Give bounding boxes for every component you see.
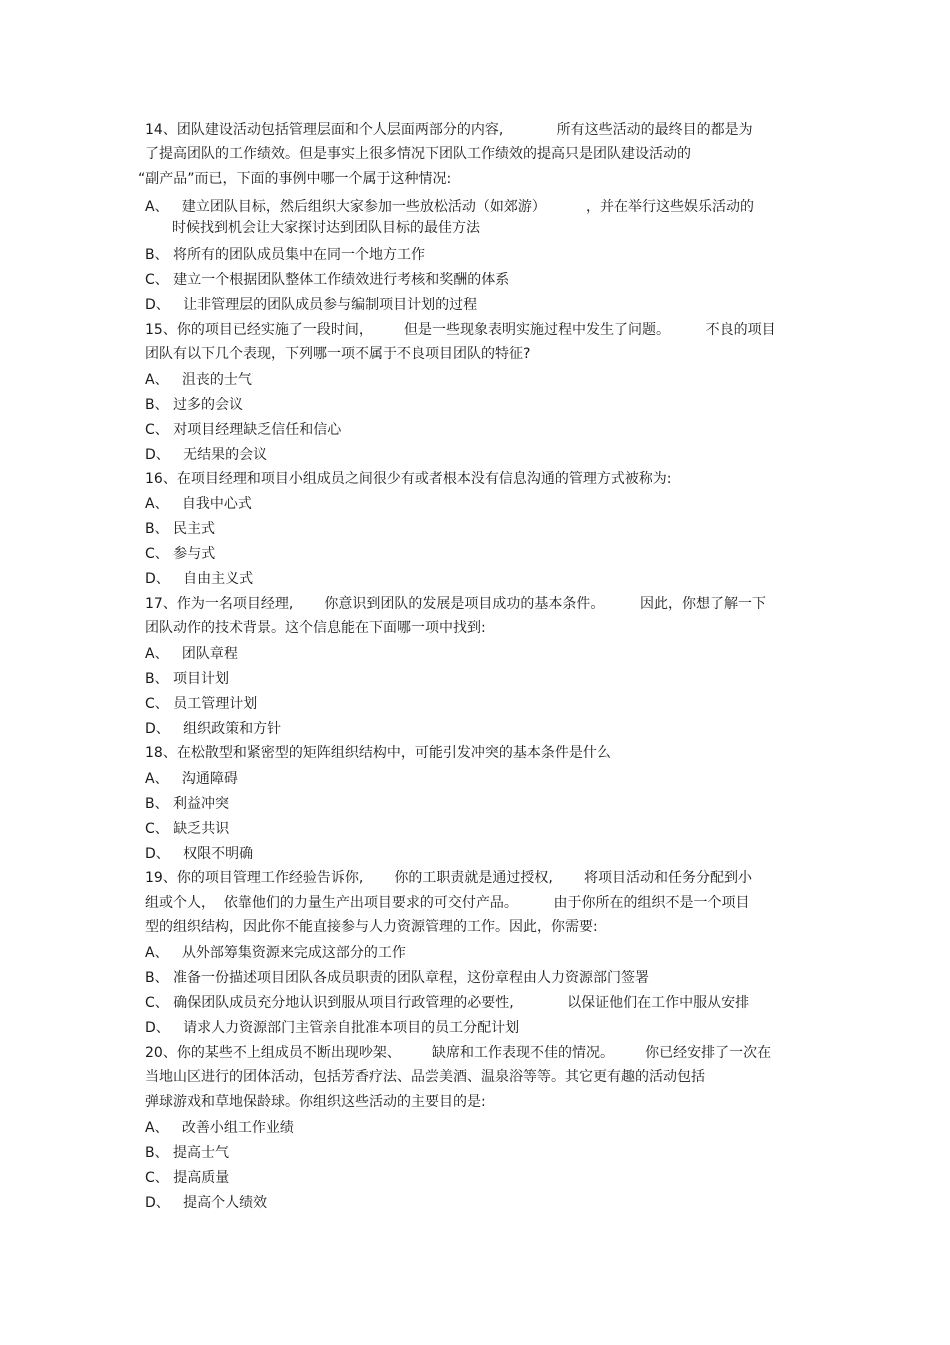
question-15-option-c: C、 对项目经理缺乏信任和信心 — [145, 422, 342, 438]
question-16-stem-line-1: 16、在项目经理和项目小组成员之间很少有或者根本没有信息沟通的管理方式被称为: — [145, 471, 672, 487]
question-20-option-c: C、 提高质量 — [145, 1170, 230, 1186]
question-14-option-c: C、 建立一个根据团队整体工作绩效进行考核和奖酬的体系 — [145, 272, 510, 288]
question-19-option-d: D、 请求人力资源部门主管亲自批准本项目的员工分配计划 — [145, 1020, 520, 1036]
question-14-stem-line-1: 14、团队建设活动包括管理层面和个人层面两部分的内容, 所有这些活动的最终目的都是为 — [145, 122, 753, 138]
question-18-option-c: C、 缺乏共识 — [145, 821, 230, 837]
question-14-option-d: D、 让非管理层的团队成员参与编制项目计划的过程 — [145, 297, 478, 313]
question-19-stem-line-3: 型的组织结构，因此你不能直接参与人力资源管理的工作。因此，你需要: — [145, 919, 598, 935]
question-20-stem-line-2: 当地山区进行的团体活动，包括芳香疗法、品尝美酒、温泉浴等等。其它更有趣的活动包括 — [145, 1069, 705, 1085]
question-17-option-c: C、 员工管理计划 — [145, 696, 258, 712]
question-19-option-c: C、 确保团队成员充分地认识到服从项目行政管理的必要性, 以保证他们在工作中服从安排 — [145, 995, 750, 1011]
question-19-option-b: B、 准备一份描述项目团队各成员职责的团队章程，这份章程由人力资源部门签署 — [145, 970, 650, 986]
question-17-stem-line-2: 团队动作的技术背景。这个信息能在下面哪一项中找到: — [145, 620, 486, 636]
question-15-stem-line-1: 15、你的项目已经实施了一段时间， 但是一些现象表明实施过程中发生了问题。 不良的项目 — [145, 322, 776, 338]
question-14-option-b: B、 将所有的团队成员集中在同一个地方工作 — [145, 247, 426, 263]
question-16-option-c: C、 参与式 — [145, 546, 216, 562]
question-14-option-a-line-2: 时候找到机会让大家探讨达到团队目标的最佳方法 — [172, 220, 480, 236]
question-20-option-d: D、 提高个人绩效 — [145, 1195, 268, 1211]
question-16-option-a: A、 自我中心式 — [145, 496, 252, 512]
question-17-option-a: A、 团队章程 — [145, 646, 238, 662]
question-17-stem-line-1: 17、作为一名项目经理, 你意识到团队的发展是项目成功的基本条件。 因此，你想了解一下 — [145, 596, 767, 612]
question-15-option-d: D、 无结果的会议 — [145, 447, 268, 463]
question-15-option-a: A、 沮丧的士气 — [145, 372, 252, 388]
question-16-option-b: B、 民主式 — [145, 521, 216, 537]
question-20-stem-line-3: 弹球游戏和草地保龄球。你组织这些活动的主要目的是: — [145, 1094, 486, 1110]
question-15-option-b: B、 过多的会议 — [145, 397, 244, 413]
question-14-stem-line-2: 了提高团队的工作绩效。但是事实上很多情况下团队工作绩效的提高只是团队建设活动的 — [145, 146, 691, 162]
question-19-option-a: A、 从外部筹集资源来完成这部分的工作 — [145, 945, 406, 961]
question-14-option-a-line-1: A、 建立团队目标，然后组织大家参加一些放松活动（如郊游） ，并在举行这些娱乐活动的 — [145, 199, 754, 215]
question-19-stem-line-2: 组或个人， 依靠他们的力量生产出项目要求的可交付产品。 由于你所在的组织不是一个项目 — [145, 895, 750, 911]
question-20-stem-line-1: 20、你的某些不上组成员不断出现吵架、 缺席和工作表现不佳的情况。 你已经安排了一次在 — [145, 1045, 772, 1061]
question-18-option-a: A、 沟通障碍 — [145, 771, 238, 787]
question-18-option-d: D、 权限不明确 — [145, 846, 254, 862]
question-18-stem-line-1: 18、在松散型和紧密型的矩阵组织结构中，可能引发冲突的基本条件是什么 — [145, 745, 611, 761]
question-17-option-d: D、 组织政策和方针 — [145, 721, 282, 737]
question-18-option-b: B、 利益冲突 — [145, 796, 230, 812]
question-17-option-b: B、 项目计划 — [145, 671, 230, 687]
question-16-option-d: D、 自由主义式 — [145, 571, 254, 587]
question-19-stem-line-1: 19、你的项目管理工作经验告诉你, 你的工职责就是通过授权, 将项目活动和任务分配到小 — [145, 870, 753, 886]
question-20-option-a: A、 改善小组工作业绩 — [145, 1120, 294, 1136]
question-20-option-b: B、 提高士气 — [145, 1145, 230, 1161]
question-15-stem-line-2: 团队有以下几个表现，下列哪一项不属于不良项目团队的特征? — [145, 346, 531, 362]
question-14-stem-line-3: “副产品”而已，下面的事例中哪一个属于这种情况: — [138, 171, 452, 187]
